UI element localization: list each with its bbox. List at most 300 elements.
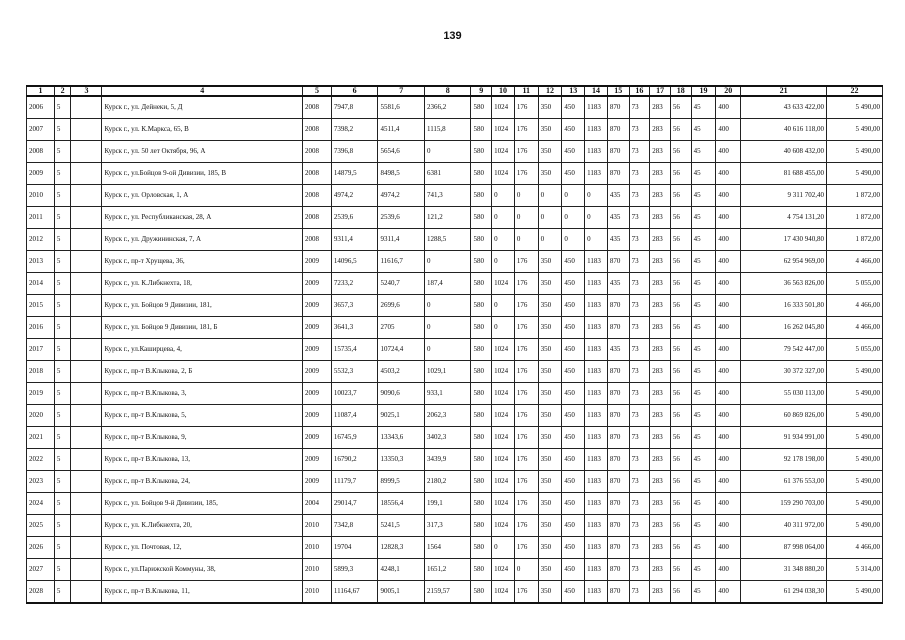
table-cell: 400	[716, 295, 741, 317]
column-header-8: 8	[424, 86, 471, 96]
table-cell: 0	[585, 207, 608, 229]
table-cell: 2539,6	[378, 207, 425, 229]
column-header-16: 16	[629, 86, 650, 96]
table-cell: 4 466,00	[826, 317, 882, 339]
table-cell: 283	[650, 273, 671, 295]
table-cell: 283	[650, 405, 671, 427]
table-cell: 56	[670, 141, 691, 163]
table-row	[27, 207, 883, 229]
table-cell: 14879,5	[331, 163, 378, 185]
table-cell: 2010	[302, 515, 331, 537]
table-cell: 7233,2	[331, 273, 378, 295]
table-cell: 1183	[585, 449, 608, 471]
address-cell: Курск г., ул. К.Либкнехта, 20,	[102, 515, 303, 537]
table-cell: 580	[471, 163, 492, 185]
table-cell: 350	[538, 559, 562, 581]
address-cell: Курск г., ул. К.Либкнехта, 18,	[102, 273, 303, 295]
table-cell: 56	[670, 339, 691, 361]
table-cell: 450	[562, 339, 585, 361]
table-cell: 350	[538, 163, 562, 185]
table-cell: 11616,7	[378, 251, 425, 273]
table-cell: 56	[670, 96, 691, 119]
table-cell: 1183	[585, 295, 608, 317]
table-cell: 16 262 045,80	[741, 317, 827, 339]
table-cell	[71, 119, 102, 141]
table-cell	[71, 251, 102, 273]
column-header-4: 4	[102, 86, 303, 96]
table-cell	[71, 515, 102, 537]
table-cell: 0	[514, 229, 538, 251]
table-cell	[71, 471, 102, 493]
table-cell: 7342,8	[331, 515, 378, 537]
table-cell: 580	[471, 295, 492, 317]
column-header-2: 2	[54, 86, 71, 96]
table-cell: 56	[670, 537, 691, 559]
table-cell: 450	[562, 361, 585, 383]
table-cell: 0	[424, 339, 471, 361]
table-cell: 73	[629, 427, 650, 449]
table-cell: 0	[514, 559, 538, 581]
table-cell: 0	[492, 185, 515, 207]
table-cell: 283	[650, 537, 671, 559]
table-cell: 1024	[492, 163, 515, 185]
table-cell: 5	[54, 273, 71, 295]
table-cell: 580	[471, 96, 492, 119]
address-cell: Курск г., ул. К.Маркса, 65, В	[102, 119, 303, 141]
table-cell: 400	[716, 185, 741, 207]
table-cell: 73	[629, 229, 650, 251]
table-cell: 0	[562, 207, 585, 229]
table-cell: 2009	[302, 427, 331, 449]
table-cell: 5 490,00	[826, 405, 882, 427]
address-cell: Курск г., ул. Орловская, 1, А	[102, 185, 303, 207]
table-cell: 73	[629, 273, 650, 295]
table-cell: 1024	[492, 559, 515, 581]
table-row	[27, 96, 883, 119]
table-cell: 176	[514, 163, 538, 185]
table-cell: 1183	[585, 537, 608, 559]
table-cell: 580	[471, 471, 492, 493]
table-row	[27, 295, 883, 317]
table-cell	[71, 339, 102, 361]
table-cell: 73	[629, 163, 650, 185]
table-cell: 56	[670, 273, 691, 295]
table-cell: 870	[607, 361, 629, 383]
table-cell: 14096,5	[331, 251, 378, 273]
table-cell: 4248,1	[378, 559, 425, 581]
table-cell: 580	[471, 339, 492, 361]
table-cell: 317,3	[424, 515, 471, 537]
table-cell: 2007	[27, 119, 55, 141]
table-row	[27, 471, 883, 493]
table-cell: 45	[691, 405, 716, 427]
table-cell: 45	[691, 273, 716, 295]
table-cell: 45	[691, 361, 716, 383]
table-cell	[71, 229, 102, 251]
address-cell: Курск г., ул. Бойцов 9 Дивизии, 181, Б	[102, 317, 303, 339]
table-cell: 933,1	[424, 383, 471, 405]
table-cell: 45	[691, 207, 716, 229]
table-cell: 56	[670, 185, 691, 207]
table-cell: 580	[471, 405, 492, 427]
table-cell: 2539,6	[331, 207, 378, 229]
table-cell: 400	[716, 471, 741, 493]
table-cell: 0	[538, 207, 562, 229]
table-cell: 580	[471, 251, 492, 273]
column-header-22: 22	[826, 86, 882, 96]
table-row	[27, 119, 883, 141]
table-cell: 350	[538, 141, 562, 163]
table-cell: 2009	[302, 405, 331, 427]
table-cell: 580	[471, 449, 492, 471]
table-cell: 400	[716, 515, 741, 537]
table-cell: 8999,5	[378, 471, 425, 493]
table-cell: 45	[691, 581, 716, 604]
table-cell: 9 311 702,40	[741, 185, 827, 207]
table-cell: 40 608 432,00	[741, 141, 827, 163]
table-cell: 5899,3	[331, 559, 378, 581]
table-cell: 56	[670, 251, 691, 273]
table-cell: 61 376 553,00	[741, 471, 827, 493]
table-cell: 176	[514, 361, 538, 383]
table-cell: 350	[538, 537, 562, 559]
table-cell: 56	[670, 163, 691, 185]
table-cell: 350	[538, 449, 562, 471]
table-cell: 15735,4	[331, 339, 378, 361]
column-header-10: 10	[492, 86, 515, 96]
table-cell: 283	[650, 559, 671, 581]
table-cell: 283	[650, 185, 671, 207]
table-cell: 56	[670, 207, 691, 229]
table-row	[27, 559, 883, 581]
table-cell: 2025	[27, 515, 55, 537]
table-cell: 3402,3	[424, 427, 471, 449]
table-cell: 2008	[302, 185, 331, 207]
table-cell: 1024	[492, 383, 515, 405]
table-cell: 1288,5	[424, 229, 471, 251]
table-cell: 2159,57	[424, 581, 471, 604]
table-cell: 1024	[492, 427, 515, 449]
table-row	[27, 273, 883, 295]
table-cell: 1183	[585, 96, 608, 119]
table-cell: 5 490,00	[826, 383, 882, 405]
table-cell: 350	[538, 295, 562, 317]
table-cell: 283	[650, 515, 671, 537]
table-cell: 1183	[585, 493, 608, 515]
table-cell: 5	[54, 537, 71, 559]
table-cell: 283	[650, 449, 671, 471]
table-cell: 400	[716, 141, 741, 163]
table-cell: 18556,4	[378, 493, 425, 515]
table-cell: 283	[650, 361, 671, 383]
column-header-1: 1	[27, 86, 55, 96]
table-cell: 73	[629, 96, 650, 119]
table-cell: 9025,1	[378, 405, 425, 427]
table-cell: 176	[514, 405, 538, 427]
table-cell: 350	[538, 361, 562, 383]
table-cell	[71, 537, 102, 559]
table-cell: 4974,2	[331, 185, 378, 207]
table-cell: 73	[629, 207, 650, 229]
table-cell: 580	[471, 383, 492, 405]
table-row	[27, 361, 883, 383]
table-cell: 741,3	[424, 185, 471, 207]
table-cell: 5	[54, 317, 71, 339]
table-cell	[71, 559, 102, 581]
table-cell: 0	[424, 317, 471, 339]
table-cell: 3439,9	[424, 449, 471, 471]
column-header-19: 19	[691, 86, 716, 96]
table-cell: 4 466,00	[826, 295, 882, 317]
table-cell: 283	[650, 581, 671, 604]
table-cell: 450	[562, 141, 585, 163]
table-cell: 7947,8	[331, 96, 378, 119]
table-cell: 0	[585, 185, 608, 207]
table-cell: 5 490,00	[826, 449, 882, 471]
table-cell: 2022	[27, 449, 55, 471]
table-cell: 5 490,00	[826, 515, 882, 537]
table-cell: 45	[691, 251, 716, 273]
table-cell: 400	[716, 383, 741, 405]
table-cell: 0	[492, 295, 515, 317]
table-cell: 91 934 991,00	[741, 427, 827, 449]
table-cell: 73	[629, 471, 650, 493]
table-cell: 176	[514, 119, 538, 141]
table-cell: 450	[562, 163, 585, 185]
table-cell: 870	[607, 581, 629, 604]
table-cell: 400	[716, 339, 741, 361]
table-cell: 1024	[492, 449, 515, 471]
table-cell: 870	[607, 471, 629, 493]
table-cell: 1024	[492, 96, 515, 119]
column-header-5: 5	[302, 86, 331, 96]
table-cell: 0	[514, 185, 538, 207]
table-cell: 176	[514, 317, 538, 339]
page-number: 139	[443, 30, 462, 42]
address-cell: Курск г., ул.Бойцов 9-ой Дивизии, 185, В	[102, 163, 303, 185]
table-cell: 45	[691, 493, 716, 515]
table-cell: 176	[514, 383, 538, 405]
address-cell: Курск г., пр-т В.Клыкова, 9,	[102, 427, 303, 449]
table-cell: 435	[607, 339, 629, 361]
table-cell: 176	[514, 449, 538, 471]
table-cell: 580	[471, 207, 492, 229]
table-cell: 5 490,00	[826, 141, 882, 163]
table-cell: 60 869 826,00	[741, 405, 827, 427]
table-row	[27, 339, 883, 361]
table-cell: 870	[607, 427, 629, 449]
table-cell	[71, 207, 102, 229]
table-cell: 176	[514, 96, 538, 119]
table-cell: 5	[54, 449, 71, 471]
address-cell: Курск г., ул. Дейнеки, 5, Д	[102, 96, 303, 119]
table-cell: 62 954 969,00	[741, 251, 827, 273]
table-cell: 5 490,00	[826, 427, 882, 449]
table-cell: 176	[514, 251, 538, 273]
table-cell: 31 348 880,20	[741, 559, 827, 581]
table-cell: 1024	[492, 471, 515, 493]
table-cell: 176	[514, 427, 538, 449]
header-row	[27, 86, 883, 96]
table-cell: 5 055,00	[826, 339, 882, 361]
table-cell	[71, 493, 102, 515]
address-cell: Курск г., ул. Республиканская, 28, А	[102, 207, 303, 229]
table-cell: 400	[716, 119, 741, 141]
table-cell: 73	[629, 141, 650, 163]
table-cell: 5	[54, 515, 71, 537]
table-cell: 159 290 703,00	[741, 493, 827, 515]
table-cell	[71, 449, 102, 471]
address-cell: Курск г., пр-т В.Клыкова, 2, Б	[102, 361, 303, 383]
table-cell: 2011	[27, 207, 55, 229]
column-header-15: 15	[607, 86, 629, 96]
table-cell: 121,2	[424, 207, 471, 229]
table-cell: 350	[538, 119, 562, 141]
table-cell: 56	[670, 405, 691, 427]
table-cell: 2010	[302, 581, 331, 604]
table-cell: 73	[629, 559, 650, 581]
table-cell: 1024	[492, 493, 515, 515]
table-cell: 1183	[585, 141, 608, 163]
table-cell: 283	[650, 493, 671, 515]
table-cell: 870	[607, 537, 629, 559]
table-cell	[71, 383, 102, 405]
table-cell: 400	[716, 163, 741, 185]
table-cell: 45	[691, 163, 716, 185]
table-cell: 45	[691, 295, 716, 317]
table-cell: 2013	[27, 251, 55, 273]
table-cell: 2027	[27, 559, 55, 581]
table-cell: 2019	[27, 383, 55, 405]
table-cell: 400	[716, 493, 741, 515]
table-cell: 870	[607, 119, 629, 141]
table-cell: 2366,2	[424, 96, 471, 119]
table-cell: 350	[538, 251, 562, 273]
table-cell: 56	[670, 361, 691, 383]
table-cell: 870	[607, 405, 629, 427]
table-cell: 56	[670, 427, 691, 449]
table-cell: 30 372 327,00	[741, 361, 827, 383]
table-cell: 7396,8	[331, 141, 378, 163]
table-cell: 450	[562, 515, 585, 537]
column-header-18: 18	[670, 86, 691, 96]
address-cell: Курск г., пр-т В.Клыкова, 11,	[102, 581, 303, 604]
table-cell: 2004	[302, 493, 331, 515]
table-row	[27, 251, 883, 273]
table-cell: 87 998 064,00	[741, 537, 827, 559]
table-cell: 13350,3	[378, 449, 425, 471]
table-cell: 870	[607, 141, 629, 163]
table-cell: 450	[562, 581, 585, 604]
column-header-13: 13	[562, 86, 585, 96]
table-cell: 450	[562, 471, 585, 493]
table-cell: 40 616 118,00	[741, 119, 827, 141]
table-cell: 350	[538, 493, 562, 515]
table-cell: 5532,3	[331, 361, 378, 383]
table-cell: 350	[538, 96, 562, 119]
table-cell: 56	[670, 383, 691, 405]
table-cell: 1651,2	[424, 559, 471, 581]
table-cell: 5 490,00	[826, 163, 882, 185]
table-cell: 580	[471, 537, 492, 559]
table-cell: 2006	[27, 96, 55, 119]
table-cell: 40 311 972,00	[741, 515, 827, 537]
table-cell: 45	[691, 185, 716, 207]
table-cell: 0	[492, 251, 515, 273]
table-cell: 5	[54, 383, 71, 405]
table-cell: 4974,2	[378, 185, 425, 207]
table-cell: 4 466,00	[826, 251, 882, 273]
table-cell	[71, 317, 102, 339]
table-cell: 2021	[27, 427, 55, 449]
table-cell: 2008	[302, 96, 331, 119]
table-cell: 580	[471, 141, 492, 163]
table-cell: 73	[629, 251, 650, 273]
table-row	[27, 383, 883, 405]
table-cell: 56	[670, 229, 691, 251]
table-cell: 81 688 455,00	[741, 163, 827, 185]
table-cell: 870	[607, 96, 629, 119]
table-cell: 9311,4	[331, 229, 378, 251]
table-cell: 870	[607, 295, 629, 317]
table-cell: 0	[492, 229, 515, 251]
table-cell: 1029,1	[424, 361, 471, 383]
table-cell: 9311,4	[378, 229, 425, 251]
table-cell: 2009	[302, 317, 331, 339]
table-cell: 5	[54, 559, 71, 581]
table-cell: 56	[670, 295, 691, 317]
table-cell: 45	[691, 317, 716, 339]
table-cell: 2009	[27, 163, 55, 185]
table-cell: 1183	[585, 119, 608, 141]
table-row	[27, 141, 883, 163]
table-cell: 5581,6	[378, 96, 425, 119]
table-cell: 580	[471, 515, 492, 537]
table-cell: 870	[607, 515, 629, 537]
table-cell: 45	[691, 119, 716, 141]
table-cell: 45	[691, 471, 716, 493]
table-cell: 19704	[331, 537, 378, 559]
table-cell: 283	[650, 339, 671, 361]
table-row	[27, 537, 883, 559]
table-cell: 1564	[424, 537, 471, 559]
table-cell: 350	[538, 427, 562, 449]
table-cell: 283	[650, 207, 671, 229]
table-cell: 73	[629, 449, 650, 471]
table-cell: 283	[650, 295, 671, 317]
table-cell: 3657,3	[331, 295, 378, 317]
table-cell: 2010	[302, 559, 331, 581]
table-cell: 0	[562, 185, 585, 207]
table-cell: 36 563 826,00	[741, 273, 827, 295]
address-cell: Курск г., ул. Бойцов 9 Дивизии, 181,	[102, 295, 303, 317]
address-cell: Курск г., пр-т В.Клыкова, 3,	[102, 383, 303, 405]
table-cell: 73	[629, 405, 650, 427]
table-row	[27, 449, 883, 471]
table-cell: 10023,7	[331, 383, 378, 405]
table-cell: 450	[562, 96, 585, 119]
table-cell: 350	[538, 471, 562, 493]
table-cell: 0	[492, 207, 515, 229]
column-header-9: 9	[471, 86, 492, 96]
table-cell: 1183	[585, 383, 608, 405]
table-cell: 9090,6	[378, 383, 425, 405]
table-cell: 4511,4	[378, 119, 425, 141]
table-cell	[71, 361, 102, 383]
table-cell: 55 030 113,00	[741, 383, 827, 405]
table-cell: 580	[471, 493, 492, 515]
table-row	[27, 185, 883, 207]
